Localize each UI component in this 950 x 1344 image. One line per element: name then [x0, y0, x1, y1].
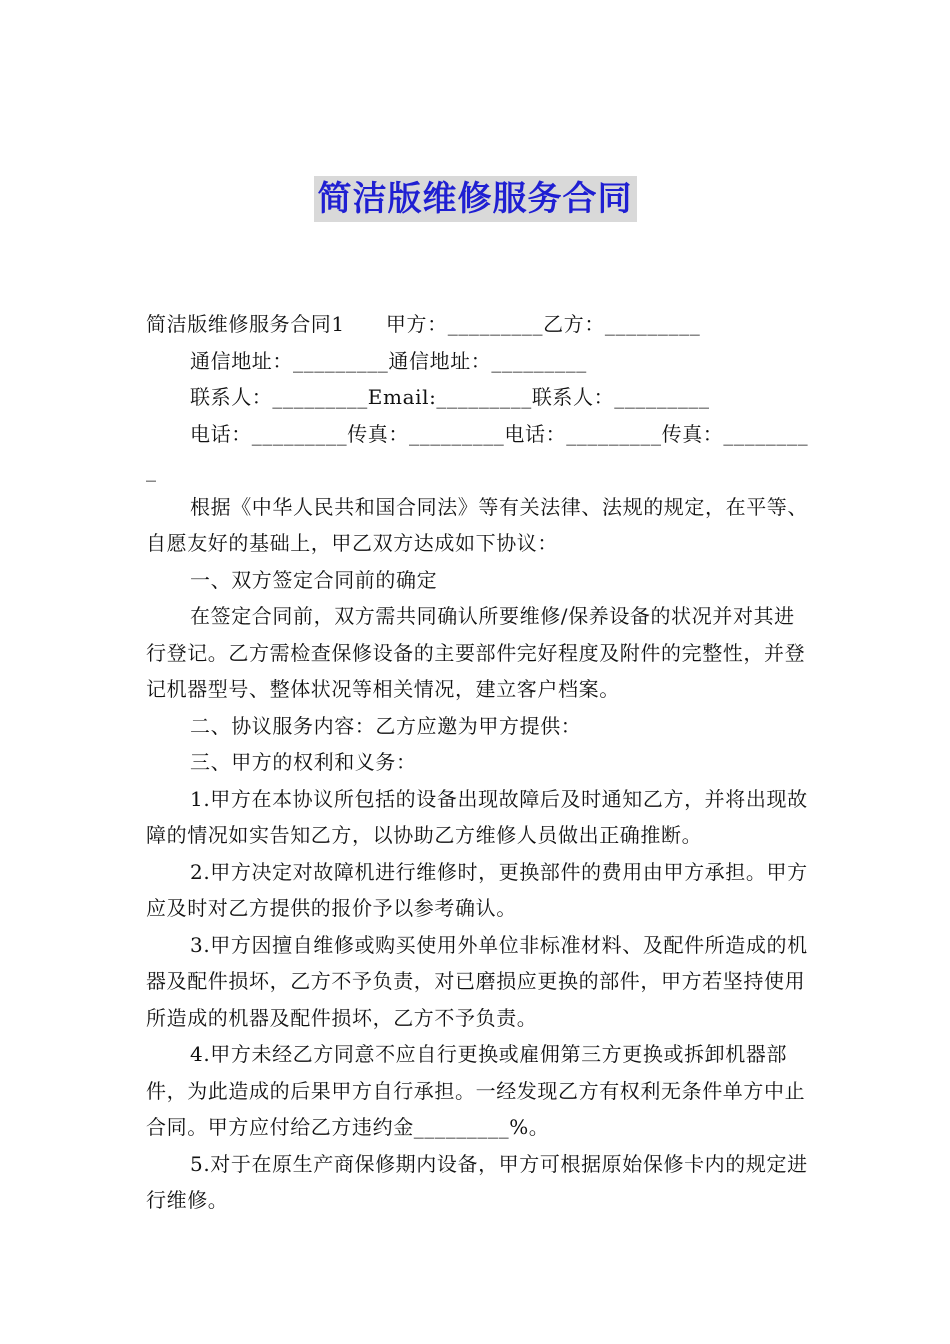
paragraph-section-1: 在签定合同前，双方需共同确认所要维修/保养设备的状况并对其进行登记。乙方需检查保修设备的主要部件完好程度及附件的完整性，并登记机器型号、整体状况等相关情况，建立客户档案。: [146, 604, 806, 701]
document-body: [146, 306, 811, 1219]
paragraph-preamble: 根据《中华人民共和国合同法》等有关法律、法规的规定，在平等、自愿友好的基础上，甲乙双方达成如下协议：: [146, 494, 808, 555]
clause-3-5: 5.对于在原生产商保修期内设备，甲方可根据原始保修卡内的规定进行维修。: [146, 1151, 808, 1212]
header-line-contract-parties: 简洁版维修服务合同1 甲方：_________乙方：_________: [146, 312, 701, 336]
title-container: [0, 176, 950, 222]
header-line-address: 通信地址：_________通信地址：_________: [190, 348, 587, 373]
header-line-contact: 联系人：_________Email:_________联系人：_________: [190, 385, 710, 409]
clause-3-4: 4.甲方未经乙方同意不应自行更换或雇佣第三方更换或拆卸机器部件，为此造成的后果甲方自行承担。一经发现乙方有权利无条件单方中止合同。甲方应付给乙方违约金_________%。: [146, 1042, 806, 1139]
header-line-phone-fax: 电话：_________传真：_________电话：_________传真：_________: [146, 421, 809, 482]
section-heading-2: 二、协议服务内容：乙方应邀为甲方提供：: [190, 713, 582, 738]
clause-3-2: 2.甲方决定对故障机进行维修时，更换部件的费用由甲方承担。甲方应及时对乙方提供的报价予以参考确认。: [146, 859, 808, 920]
document-title: 简洁版维修服务合同: [314, 176, 637, 222]
section-heading-1: 一、双方签定合同前的确定: [190, 567, 438, 592]
clause-3-3: 3.甲方因擅自维修或购买使用外单位非标准材料、及配件所造成的机器及配件损坏，乙方不予负责，对已磨损应更换的部件，甲方若坚持使用所造成的机器及配件损坏，乙方不予负责。: [146, 932, 808, 1030]
clause-3-1: 1.甲方在本协议所包括的设备出现故障后及时通知乙方，并将出现故障的情况如实告知乙方，以协助乙方维修人员做出正确推断。: [146, 786, 808, 847]
section-heading-3: 三、甲方的权利和义务：: [190, 750, 417, 774]
